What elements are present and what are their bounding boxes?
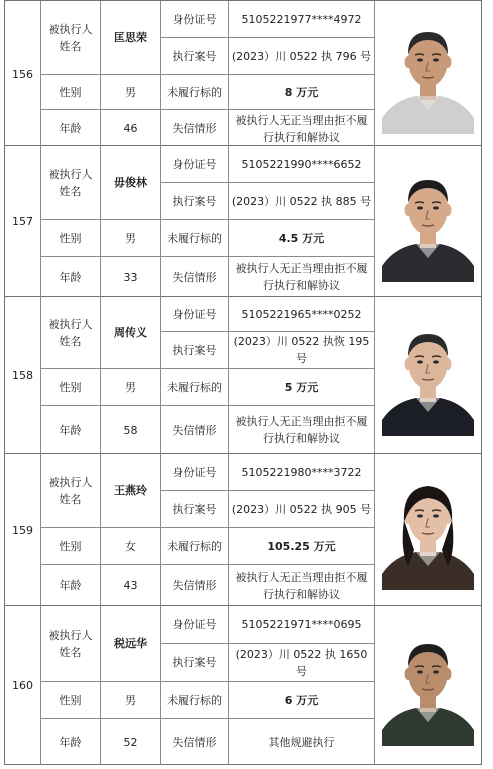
photo-cell	[375, 606, 481, 765]
age-value: 33	[101, 257, 161, 297]
id-number-value: 5105221980****3722	[229, 454, 375, 491]
photo-cell	[375, 297, 481, 454]
record-number: 158	[5, 297, 41, 454]
default-reason-value: 被执行人无正当理由拒不履行执行和解协议	[229, 406, 375, 454]
id-number-label: 身份证号	[161, 146, 229, 183]
gender-value: 女	[101, 528, 161, 565]
gender-label: 性别	[41, 682, 101, 719]
name-label: 被执行人姓名	[41, 297, 101, 369]
age-value: 58	[101, 406, 161, 454]
gender-value: 男	[101, 369, 161, 406]
id-number-label: 身份证号	[161, 297, 229, 332]
record-number: 156	[5, 1, 41, 147]
name-label: 被执行人姓名	[41, 146, 101, 220]
case-number-value: (2023）川 0522 执 796 号	[229, 38, 375, 75]
default-reason-label: 失信情形	[161, 565, 229, 606]
record-number: 159	[5, 454, 41, 606]
debtor-photo	[382, 14, 474, 134]
unpaid-amount-value: 8 万元	[229, 75, 375, 110]
default-reason-label: 失信情形	[161, 110, 229, 147]
unpaid-amount-label: 未履行标的	[161, 220, 229, 257]
record-block	[4, 454, 482, 606]
record-block	[4, 146, 482, 297]
case-number-label: 执行案号	[161, 183, 229, 220]
unpaid-amount-label: 未履行标的	[161, 682, 229, 719]
case-number-label: 执行案号	[161, 38, 229, 75]
debtor-photo	[382, 470, 474, 590]
case-number-label: 执行案号	[161, 491, 229, 528]
default-reason-value: 被执行人无正当理由拒不履行执行和解协议	[229, 565, 375, 606]
default-reason-label: 失信情形	[161, 257, 229, 297]
id-number-label: 身份证号	[161, 606, 229, 644]
age-label: 年龄	[41, 719, 101, 765]
unpaid-amount-value: 105.25 万元	[229, 528, 375, 565]
record-number: 157	[5, 146, 41, 297]
gender-label: 性别	[41, 220, 101, 257]
default-reason-value: 其他规避执行	[229, 719, 375, 765]
gender-value: 男	[101, 220, 161, 257]
debtor-name: 周传义	[101, 297, 161, 369]
case-number-value: (2023）川 0522 执恢 195 号	[229, 332, 375, 369]
age-label: 年龄	[41, 565, 101, 606]
id-number-value: 5105221977****4972	[229, 1, 375, 38]
photo-cell	[375, 1, 481, 147]
age-value: 52	[101, 719, 161, 765]
id-number-value: 5105221965****0252	[229, 297, 375, 332]
unpaid-amount-value: 6 万元	[229, 682, 375, 719]
unpaid-amount-value: 4.5 万元	[229, 220, 375, 257]
record-block	[4, 606, 482, 765]
case-number-label: 执行案号	[161, 332, 229, 369]
case-number-value: (2023）川 0522 执 885 号	[229, 183, 375, 220]
default-reason-value: 被执行人无正当理由拒不履行执行和解协议	[229, 110, 375, 147]
name-label: 被执行人姓名	[41, 1, 101, 75]
gender-value: 男	[101, 75, 161, 110]
case-number-value: (2023）川 0522 执 905 号	[229, 491, 375, 528]
gender-label: 性别	[41, 528, 101, 565]
debtor-name: 税远华	[101, 606, 161, 682]
debtor-photo	[382, 626, 474, 746]
gender-label: 性别	[41, 369, 101, 406]
id-number-label: 身份证号	[161, 1, 229, 38]
case-number-label: 执行案号	[161, 644, 229, 682]
photo-cell	[375, 146, 481, 297]
name-label: 被执行人姓名	[41, 454, 101, 528]
debtor-name: 毋俊林	[101, 146, 161, 220]
debtor-photo	[382, 162, 474, 282]
age-label: 年龄	[41, 110, 101, 147]
default-reason-label: 失信情形	[161, 406, 229, 454]
gender-value: 男	[101, 682, 161, 719]
age-label: 年龄	[41, 406, 101, 454]
debtor-photo	[382, 316, 474, 436]
age-value: 43	[101, 565, 161, 606]
record-block	[4, 297, 482, 454]
id-number-value: 5105221971****0695	[229, 606, 375, 644]
default-reason-label: 失信情形	[161, 719, 229, 765]
record-block	[4, 0, 482, 146]
debtor-name: 匡思荣	[101, 1, 161, 75]
unpaid-amount-value: 5 万元	[229, 369, 375, 406]
age-label: 年龄	[41, 257, 101, 297]
gender-label: 性别	[41, 75, 101, 110]
unpaid-amount-label: 未履行标的	[161, 528, 229, 565]
age-value: 46	[101, 110, 161, 147]
photo-cell	[375, 454, 481, 606]
case-number-value: (2023）川 0522 执 1650 号	[229, 644, 375, 682]
unpaid-amount-label: 未履行标的	[161, 369, 229, 406]
id-number-value: 5105221990****6652	[229, 146, 375, 183]
name-label: 被执行人姓名	[41, 606, 101, 682]
default-reason-value: 被执行人无正当理由拒不履行执行和解协议	[229, 257, 375, 297]
id-number-label: 身份证号	[161, 454, 229, 491]
unpaid-amount-label: 未履行标的	[161, 75, 229, 110]
debtor-name: 王燕玲	[101, 454, 161, 528]
record-number: 160	[5, 606, 41, 765]
